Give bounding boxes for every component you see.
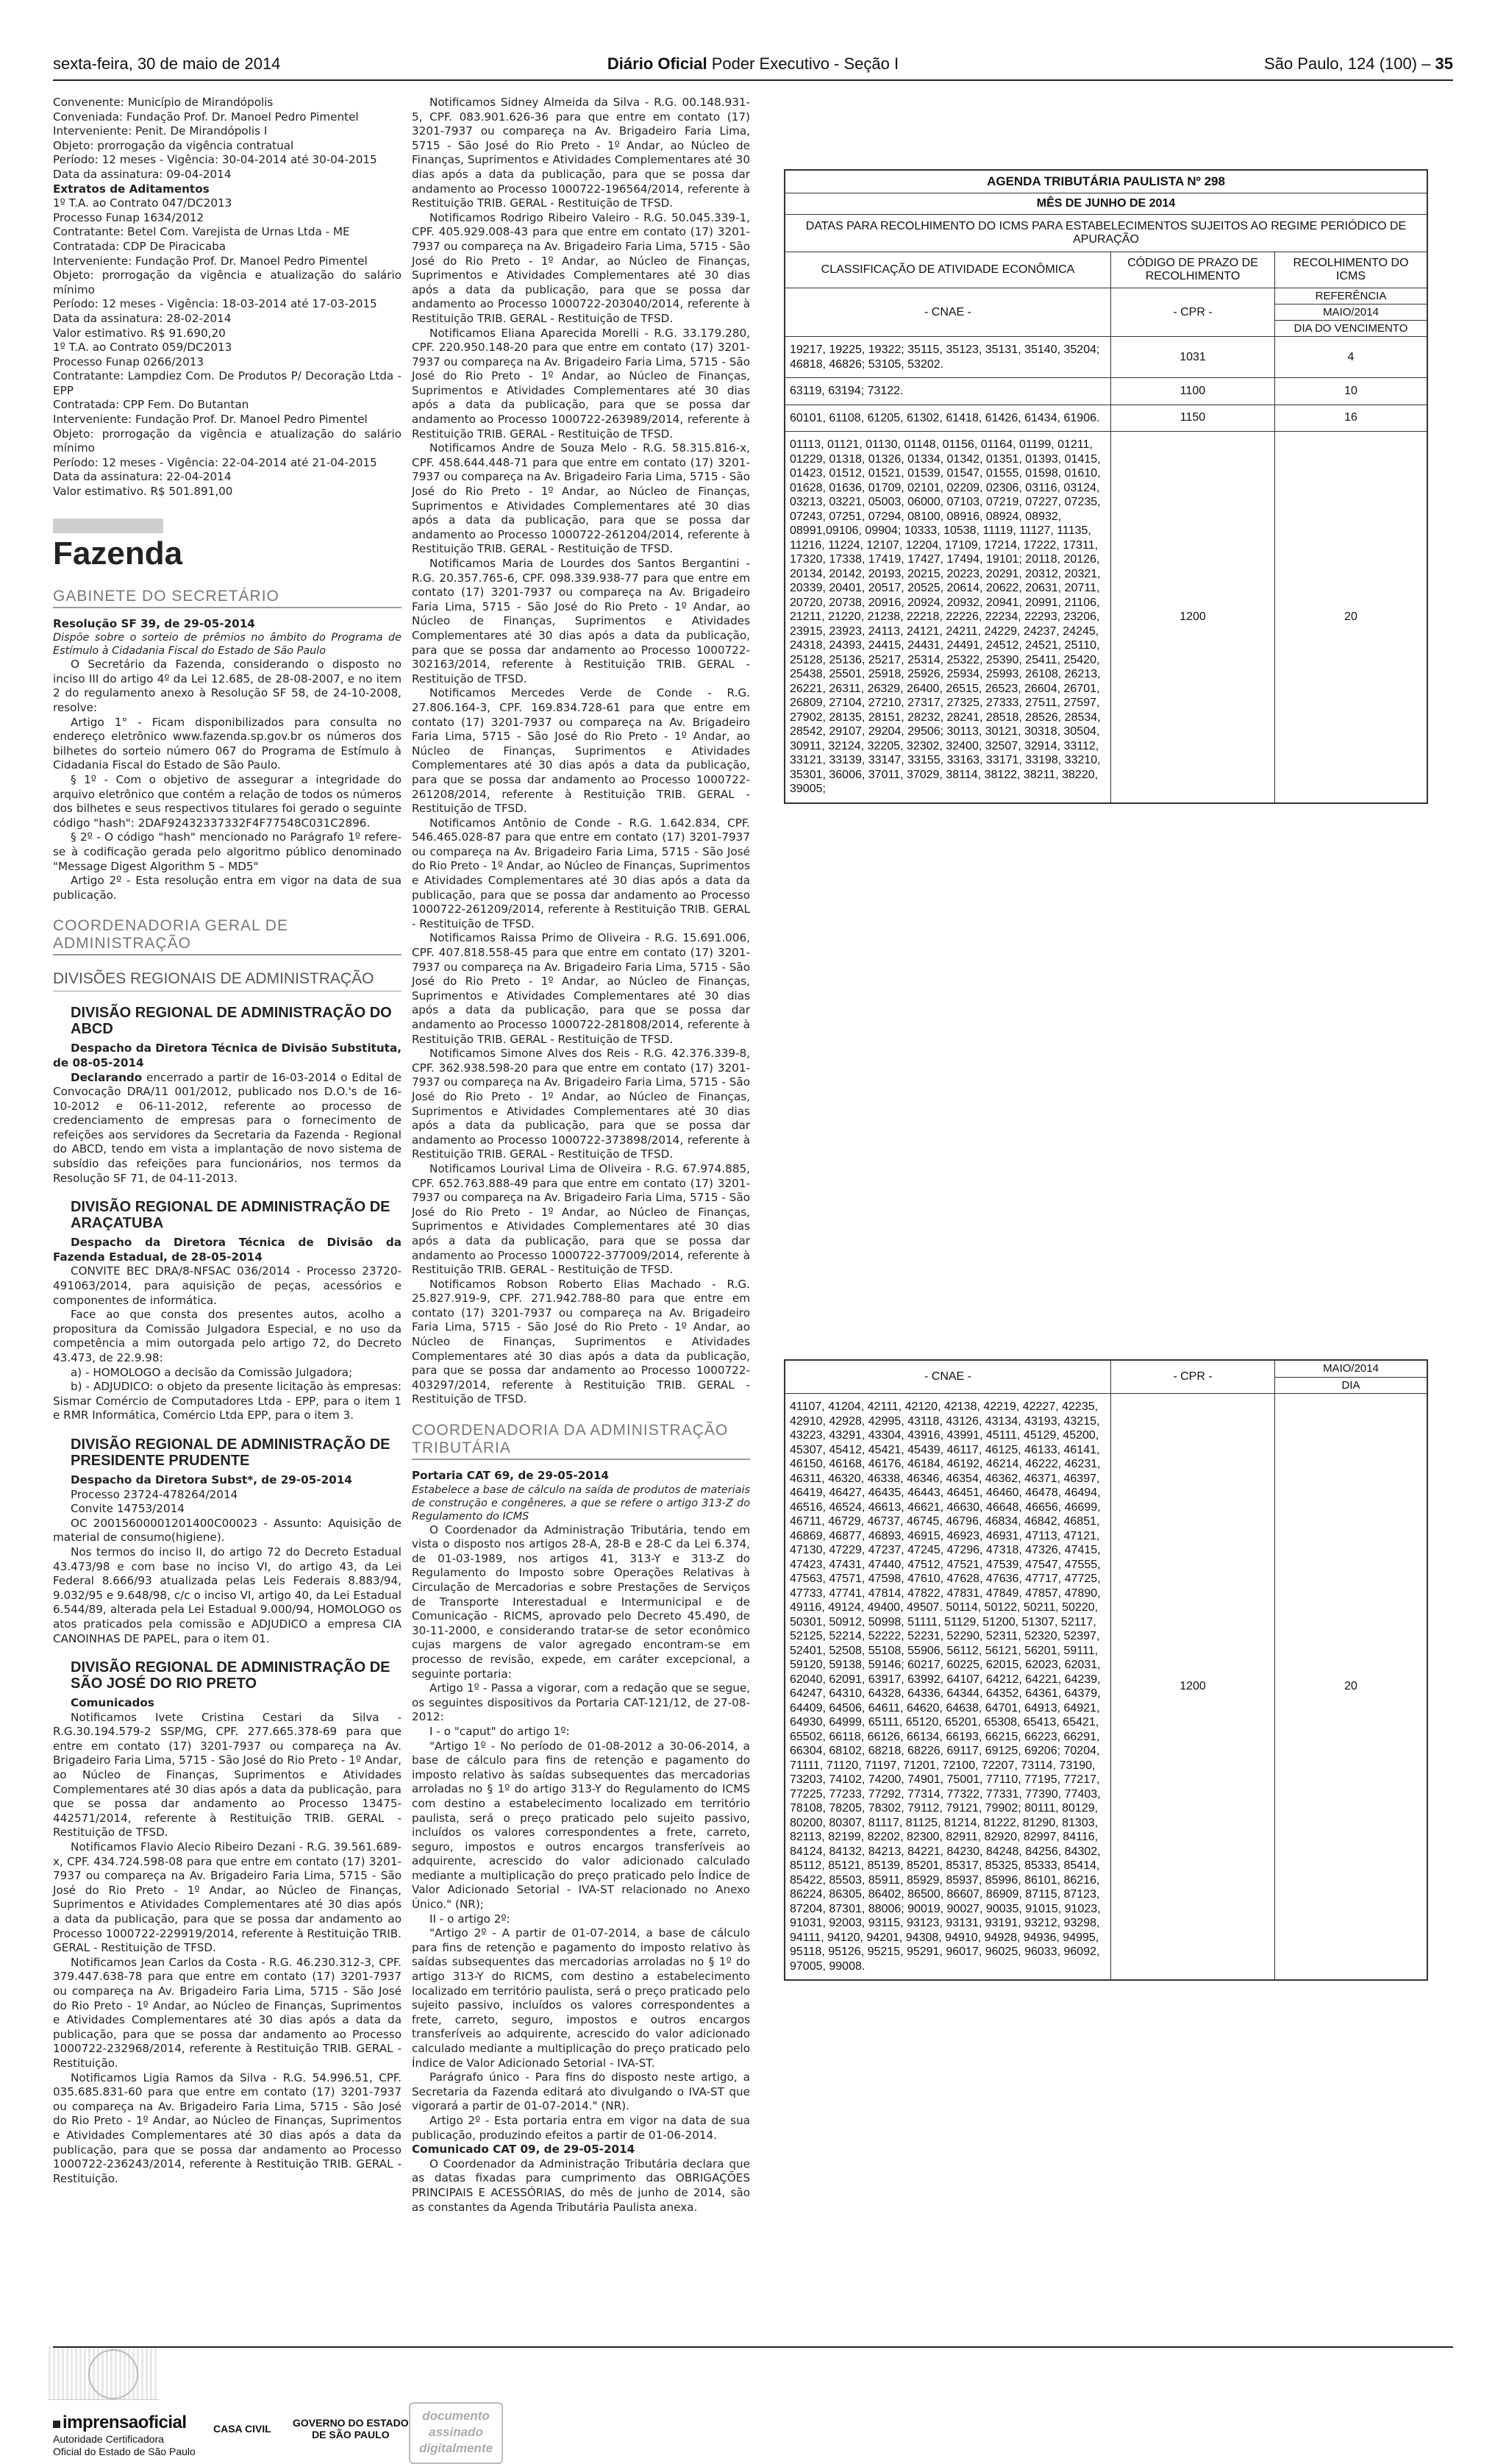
paragraph: Artigo 2º - Esta resolução entra em vigor na data de sua publicação. [53, 874, 402, 902]
issue-place: São Paulo, 124 (100) – [1264, 54, 1435, 73]
text-line: Interveniente: Fundação Prof. Dr. Manoel Pedro Pimentel [53, 413, 368, 427]
stamp-line-2: assinado [429, 2425, 483, 2439]
page-header [53, 50, 1453, 79]
paragraph: a) - HOMOLOGO a decisão da Comissão Julgadora; [71, 1365, 353, 1379]
gov-line-1: GOVERNO DO ESTADO [293, 2417, 409, 2429]
notice-paragraph: Notificamos Antônio de Conde - R.G. 1.642.834, CPF. 546.465.028-87 para que entre em contato (17) 3201-7937 ou compareça na Av. Brigadeiro Faria Lima, 5715 - São José do Rio Preto - 1º Andar, ao Núcleo de Finanças, Suprimentos e Atividades Complementares até 30 dias após a data da publicação, para que se possa dar andamento ao Processo 1000722-261209/2014, referente à Restituição TRIB. GERAL - Restituição de TFSD. [412, 816, 750, 930]
section-title-fazenda: Fazenda [53, 535, 183, 572]
header-dia-2: DIA [1275, 1377, 1427, 1394]
paragraph: Parágrafo único - Para fins do disposto neste artigo, a Secretaria da Fazenda editará ato divulgando o IVA-ST que vigorará a partir de 01-07-2014." (NR). [412, 2070, 750, 2113]
paragraph: Artigo 1º - Passa a vigorar, com a redação que se segue, os seguintes dispositivos da Portaria CAT-121/12, de 27-08-2012: [412, 1681, 750, 1724]
governo-logo [293, 2417, 409, 2440]
notice-paragraph: Notificamos Raissa Primo de Oliveira - R.G. 15.691.006, CPF. 407.818.558-45 para que entre em contato (17) 3201-7937 ou compareça na Av. Brigadeiro Faria Lima, 5715 - São José do Rio Preto - 1º Andar, ao Núcleo de Finanças, Suprimentos e Atividades Complementares até 30 dias após a data da publicação, para que se possa dar andamento ao Processo 1000722-281808/2014, referente à Restituição TRIB. GERAL - Restituição de TFSD. [412, 931, 750, 1046]
casa-civil-logo: CASA CIVIL [213, 2423, 271, 2435]
notice-paragraph: Notificamos Lourival Lima de Oliveira - R.G. 67.974.885, CPF. 652.763.888-49 para que entre em contato (17) 3201-7937 ou compareça na Av. Brigadeiro Faria Lima, 5715 - São José do Rio Preto - 1º Andar, ao Núcleo de Finanças, Suprimentos e Atividades Complementares até 30 dias após a data da publicação, para que se possa dar andamento ao Processo 1000722-377009/2014, referente à Restituição TRIB. GERAL - Restituição de TFSD. [412, 1161, 750, 1277]
gabinete-heading: GABINETE DO SECRETÁRIO [53, 588, 402, 608]
text-line: Valor estimativo. R$ 501.891,00 [53, 485, 233, 499]
cnae-codes: 60101, 61108, 61205, 61302, 61418, 61426, 61434, 61906. [785, 405, 1111, 432]
text-line: Conveniada: Fundação Prof. Dr. Manoel Pedro Pimentel [53, 110, 359, 124]
paragraph: "Artigo 1º - No período de 01-08-2012 a 30-06-2014, a base de cálculo para fins de retenção e pagamento do imposto relativo às saídas subsequentes das mercadorias arroladas no § 1º do artigo 313-Y do Regulamento do ICMS com destino a estabelecimento localizado em território paulista, será o preço praticado pelo sujeito passivo, incluídos os valores correspondentes a frete, carreto, seguro, impostos e outros encargos transferíveis ao adquirente, acrescido do valor adicionado calculado mediante a multiplicação do preço praticado pelo Índice de Valor Adicionado Setorial - IVA-ST relacionado no Anexo Único." (NR); [412, 1739, 750, 1912]
notice-paragraph: Notificamos Mercedes Verde de Conde - R.G. 27.806.164-3, CPF. 169.834.728-61 para que entre em contato (17) 3201-7937 ou compareça na Av. Brigadeiro Faria Lima, 5715 - São José do Rio Preto - 1º Andar, ao Núcleo de Finanças, Suprimentos e Atividades Complementares até 30 dias após a data da publicação, para que se possa dar andamento ao Processo 1000722-261208/2014, referente à Restituição TRIB. GERAL - Restituição de TFSD. [412, 686, 750, 816]
cnae-codes: 63119, 63194; 73122. [785, 378, 1111, 405]
header-cpr: - CPR - [1111, 288, 1275, 337]
issue-info [1264, 54, 1453, 74]
column-2 [412, 96, 750, 2215]
dia-value: 16 [1275, 405, 1427, 432]
intro-block [53, 96, 402, 182]
portaria-title: Portaria CAT 69, de 29-05-2014 [412, 1469, 609, 1483]
prudente-text: Nos termos do inciso II, do artigo 72 do Decreto Estadual 43.473/98 e com base no inciso VI, do artigo 43, da Lei Federal 8.666/93 atualizada pelas Leis Federais 8.883/94, 9.032/95 e 9.648/98, c/c o inciso VI, artigo 40, da Lei Estadual 6.544/89, alterada pela Lei Estadual 9.000/94, HOMOLOGO os atos praticados pela comissão e ADJUDICO a empresa CIA CANOINHAS DE PAPEL, para o item 01. [53, 1545, 402, 1645]
comunicado-text: O Coordenador da Administração Tributária declara que as datas fixadas para cumprimento das OBRIGAÇÕES PRINCIPAIS E ACESSÓRIAS, do mês de junho de 2014, são as constantes da Agenda Tributária Paulista anexa. [412, 2157, 750, 2214]
footer-rule [53, 2346, 1453, 2348]
comunicado-title: Comunicado CAT 09, de 29-05-2014 [412, 2143, 635, 2157]
seal-circle [88, 2349, 138, 2399]
paragraph: § 1º - Com o objetivo de assegurar a integridade do arquivo eletrônico que contém a relação de todos os números dos bilhetes e seus respectivos titulares foi gerado o seguinte código "hash": 2DAF92432337332F4F77548C031C2896. [53, 772, 402, 830]
header-cnae-2: - CNAE - [785, 1361, 1111, 1394]
cpr-value: 1031 [1111, 337, 1275, 378]
text-line: 1º T.A. ao Contrato 059/DC2013 [53, 341, 232, 355]
logo-mark-icon [53, 2421, 60, 2428]
text-line: Período: 12 meses - Vigência: 18-03-2014 até 17-03-2015 [53, 297, 377, 311]
notice-paragraph: Notificamos Ivete Cristina Cestari da Silva - R.G.30.194.579-2 SSP/MG, CPF. 277.665.378-69 para que entre em contato (17) 3201-7937 ou compareça na Av. Brigadeiro Faria Lima, 5715 - São José do Rio Preto - 1º Andar, ao Núcleo de Finanças, Suprimentos e Atividades Complementares até 30 dias após a data da publicação, para que se possa dar andamento ao Processo 13475-442571/2014, referente à Restituição TRIB. GERAL - Restituição de TFSD. [53, 1710, 402, 1840]
header-month-2: MAIO/2014 [1275, 1361, 1427, 1378]
header-referencia: REFERÊNCIA [1275, 288, 1427, 305]
text-line: Contratada: CPP Fem. Do Butantan [53, 398, 249, 412]
table-row [785, 337, 1427, 378]
section-bar [53, 519, 163, 533]
resolucao-body [53, 658, 402, 902]
header-rule [53, 79, 1453, 81]
text-line: Processo 23724-478264/2014 [71, 1487, 238, 1501]
text-line: Convenente: Município de Mirandópolis [53, 96, 274, 109]
coord-trib-heading: COORDENADORIA DA ADMINISTRAÇÃO TRIBUTÁRIA [412, 1422, 750, 1460]
cpr-value: 1150 [1111, 405, 1275, 432]
aditamentos-block [53, 196, 402, 499]
paper-name: Diário Oficial [607, 54, 707, 73]
paragraph: CONVITE BEC DRA/8-NFSAC 036/2014 - Processo 23720-491063/2014, para aquisição de peças, acessórios e componentes de informática. [53, 1264, 402, 1307]
cpr-value: 1100 [1111, 378, 1275, 405]
logo-sub-1: Autoridade Certificadora [53, 2433, 164, 2445]
paragraph: O Coordenador da Administração Tributária, tendo em vista o disposto nos artigos 28-A, 28-B e 28-C da Lei 6.374, de 01-03-1989, nos artigos 41, 313-Y e 313-Z do Regulamento do Imposto sobre Operações Relativas à Circulação de Mercadorias e sobre Prestações de Serviços de Transporte Interestadual e Intermunicipal e de Comunicação - RICMS, aprovado pelo Decreto 45.490, de 30-11-2000, e considerando tratar-se de setor econômico cujas margens de valor agregado encontram-se em processo de revisão, expede, em caráter excepcional, a seguinte portaria: [412, 1523, 750, 1681]
portaria-body [412, 1523, 750, 2143]
notice-paragraph: Notificamos Rodrigo Ribeiro Valeiro - R.G. 50.045.339-1, CPF. 405.929.008-43 para que entre em contato (17) 3201-7937 ou compareça na Av. Brigadeiro Faria Lima, 5715 - São José do Rio Preto - 1º Andar, ao Núcleo de Finanças, Suprimentos e Atividades Complementares até 30 dias após a data da publicação, para que se possa dar andamento ao Processo 1000722-203040/2014, referente à Restituição TRIB. GERAL - Restituição de TFSD. [412, 210, 750, 325]
notification-list [412, 96, 750, 1407]
agenda-title: AGENDA TRIBUTÁRIA PAULISTA Nº 298 [785, 171, 1427, 193]
sjrp-notices [53, 1711, 402, 2187]
text-line: Valor estimativo. R$ 91.690,20 [53, 326, 226, 340]
text-line: Data da assinatura: 09-04-2014 [53, 167, 232, 181]
header-recolhimento: RECOLHIMENTO DO ICMS [1275, 252, 1427, 288]
aditamentos-title: Extratos de Aditamentos [53, 182, 210, 196]
notice-paragraph: Notificamos Eliana Aparecida Morelli - R.G. 33.179.280, CPF. 220.950.148-20 para que entre em contato (17) 3201-7937 ou compareça na Av. Brigadeiro Faria Lima, 5715 - São José do Rio Preto - 1º Andar, ao Núcleo de Finanças, Suprimentos e Atividades Complementares até 30 dias após a data da publicação, para que se possa dar andamento ao Processo 1000722-263989/2014, referente à Restituição TRIB. GERAL - Restituição de TFSD. [412, 326, 750, 441]
prudente-lines [53, 1488, 402, 1545]
dia-value-2: 20 [1275, 1394, 1427, 1980]
cnae-codes-2: 41107, 41204, 42111, 42120, 42138, 42219, 42227, 42235, 42910, 42928, 42995, 43118, 43126, 43134, 43193, 43215, 43223, 43291, 43304, 43916, 43991, 45111, 45129, 45200, 45307, 45412, 45421, 45439, 46117, 46125, 46133, 46141, 46150, 46168, 46176, 46184, 46192, 46214, 46222, 46231, 46311, 46320, 46338, 46346, 46354, 46362, 46371, 46397, 46419, 46427, 46435, 46443, 46451, 46460, 46478, 46494, 46516, 46524, 46613, 46621, 46630, 46648, 46656, 46699, 46711, 46729, 46737, 46745, 46796, 46834, 46842, 46851, 46869, 46877, 46893, 46915, 46923, 46931, 47113, 47121, 47130, 47229, 47237, 47245, 47296, 47318, 47326, 47415, 47423, 47431, 47440, 47512, 47521, 47539, 47547, 47555, 47563, 47571, 47598, 47610, 47628, 47636, 47717, 47725, 47733, 47741, 47814, 47822, 47831, 47849, 47857, 47890, 49116, 49124, 49400, 49507. 50114, 50122, 50211, 50220, 50301, 50912, 50998, 51111, 51129, 51200, 51307, 52117, 52125, 52214, 52222, 52231, 52290, 52311, 52320, 52397, 52401, 52508, 55108, 55906, 56112, 56121, 56201, 59111, 59120, 59138, 59146; 60217, 60225, 62015, 62023, 62031, 62040, 62091, 63917, 63992, 64107, 64212, 64221, 64239, 64247, 64310, 64328, 64336, 64344, 64352, 64361, 64379, 64409, 64506, 64611, 64620, 64638, 64701, 64913, 64921, 64930, 64999, 65111, 65120, 65201, 65308, 65413, 65421, 65502, 66118, 66126, 66134, 66193, 66215, 66223, 66291, 66304, 68102, 68218, 68226, 69117, 69125, 69206; 70204, 71111, 71120, 71197, 71201, 72100, 72207, 73114, 73190, 73203, 74102, 74200, 74901, 75001, 77110, 77195, 77217, 77225, 77233, 77292, 77314, 77322, 77331, 77390, 77403, 78108, 78205, 78302, 79112, 79121, 79902; 80111, 80129, 80200, 80307, 81117, 81125, 81214, 81222, 81290, 81303, 82113, 82199, 82202, 82300, 82911, 82920, 82997, 84116, 84124, 84132, 84213, 84221, 84230, 84248, 84256, 84302, 85112, 85121, 85139, 85201, 85317, 85325, 85333, 85414, 85422, 85503, 85911, 85929, 85937, 85996, 86101, 86216, 86224, 86305, 86402, 86500, 86607, 86909, 87115, 87123, 87204, 87301, 88006; 90019, 90027, 90035, 91015, 91023, 91031, 92003, 93115, 93123, 93131, 93191, 93212, 93298, 94111, 94120, 94201, 94308, 94910, 94928, 94936, 94995, 95118, 95126, 95215, 95291, 96017, 96025, 96033, 96092, 97005, 99008. [785, 1394, 1111, 1980]
paragraph: "Artigo 2º - A partir de 01-07-2014, a base de cálculo para fins de retenção e pagamento do imposto relativo às saídas subsequentes das mercadorias arroladas no § 1º do artigo 313-Y do RICMS, com destino a estabelecimento localizado em território paulista, será o preço praticado pelo sujeito passivo, incluídos os valores correspondentes a frete, carreto, seguro, impostos e outros encargos transferíveis ao adquirente, acrescido do valor adicionado calculado mediante a multiplicação do preço praticado pelo Índice de Valor Adicionado Setorial - IVA-ST. [412, 1926, 750, 2070]
agenda-subtitle: DATAS PARA RECOLHIMENTO DO ICMS PARA ESTABELECIMENTOS SUJEITOS AO REGIME PERIÓDICO DE APURAÇÃO [785, 215, 1427, 252]
header-cpr-2: - CPR - [1111, 1361, 1275, 1394]
agenda-month: MÊS DE JUNHO DE 2014 [785, 193, 1427, 215]
issue-date: sexta-feira, 30 de maio de 2014 [53, 54, 281, 73]
text-line: Interveniente: Penit. De Mirandópolis I [53, 124, 268, 138]
text-line: Convite 14753/2014 [71, 1502, 185, 1516]
paragraph: Face ao que consta dos presentes autos, acolho a propositura da Comissão Julgadora Especial, e no uso da competência a mim outorgada pelo artigo 72, do Decreto 43.473, de 22.9.98: [53, 1308, 402, 1364]
paper-section: Poder Executivo - Seção I [707, 54, 899, 73]
stamp-line-3: digitalmente [418, 2441, 493, 2455]
text-line: 1º T.A. ao Contrato 047/DC2013 [53, 196, 232, 210]
header-cnae: - CNAE - [785, 288, 1111, 337]
aracatuba-body [53, 1264, 402, 1423]
paragraph: Artigo 2º - Esta portaria entra em vigor na data de sua publicação, produzindo efeitos a partir de 01-06-2014. [412, 2113, 750, 2142]
cpr-value-2: 1200 [1111, 1394, 1275, 1980]
text-line: Contratante: Betel Com. Varejista de Urnas Ltda - ME [53, 225, 350, 239]
agenda-table-continued [784, 1359, 1428, 1981]
imprensa-oficial-logo [53, 2413, 200, 2458]
table-row [785, 405, 1427, 432]
paragraph: b) - ADJUDICO: o objeto da presente licitação às empresas: Sismar Comércio de Computadores Ltda - EPP, para o item 1 e RMR Informática, Comércio Ltda EPP, para o item 3. [53, 1380, 402, 1423]
agenda-table [784, 169, 1428, 804]
text-line: Período: 12 meses - Vigência: 22-04-2014 até 21-04-2015 [53, 455, 377, 469]
paragraph: II - o artigo 2º: [429, 1912, 510, 1926]
cnae-codes: 01113, 01121, 01130, 01148, 01156, 01164, 01199, 01211, 01229, 01318, 01326, 01334, 01342, 01351, 01393, 01415, 01423, 01512, 01521, 01539, 01547, 01555, 01598, 01610, 01628, 01636, 01709, 02101, 02209, 02306, 03116, 03124, 03213, 03221, 05003, 06000, 07103, 07219, 07227, 07235, 07243, 07251, 07294, 08100, 08916, 08924, 08932, 08991,09106, 09904; 10333, 10538, 11119, 11127, 11135, 11216, 11224, 12107, 12204, 17109, 17214, 17222, 17311, 17320, 17338, 17419, 17427, 17494, 19101; 20118, 20126, 20134, 20142, 20193, 20215, 20223, 20291, 20312, 20321, 20339, 20401, 20517, 20525, 20614, 20622, 20631, 20711, 20720, 20738, 20916, 20924, 20932, 20941, 20991, 21106, 21211, 21220, 21238, 22218, 22226, 22234, 22293, 23206, 23915, 23923, 24113, 24121, 24211, 24229, 24237, 24245, 24318, 24393, 24415, 24431, 24491, 24512, 24521, 25110, 25128, 25136, 25217, 25314, 25322, 25390, 25411, 25420, 25438, 25501, 25918, 25926, 25934, 25993, 26108, 26213, 26221, 26311, 26329, 26400, 26515, 26523, 26604, 26701, 26809, 27104, 27210, 27317, 27325, 27333, 27511, 27597, 27902, 28135, 28151, 28232, 28241, 28518, 28526, 28534, 28542, 29107, 29204, 29506; 30113, 30121, 30318, 30504, 30911, 32124, 32205, 32302, 32400, 32507, 32914, 33112, 33121, 33139, 33147, 33155, 33163, 33171, 33198, 33210, 35301, 36006, 37011, 37029, 38114, 38122, 38211, 38220, 39005; [785, 432, 1111, 803]
paragraph: O Secretário da Fazenda, considerando o disposto no inciso III do artigo 4º da Lei 12.685, de 28-08-2007, e no item 2 do regulamento anexo à Resolução SF 58, de 24-10-2008, resolve: [53, 658, 402, 714]
header-codigo-prazo: CÓDIGO DE PRAZO DE RECOLHIMENTO [1111, 252, 1275, 288]
header-dia-vencimento: DIA DO VENCIMENTO [1275, 321, 1427, 337]
abcd-lead: Declarando [71, 1070, 143, 1084]
table-row [785, 378, 1427, 405]
text-line: Processo Funap 1634/2012 [53, 210, 204, 224]
aracatuba-heading: DIVISÃO REGIONAL DE ADMINISTRAÇÃO DE ARAÇATUBA [71, 1199, 390, 1232]
notice-paragraph: Notificamos Maria de Lourdes dos Santos Bergantini - R.G. 20.357.765-6, CPF. 098.339.938-77 para que entre em contato (17) 3201-7937 ou compareça na Av. Brigadeiro Faria Lima, 5715 - São José do Rio Preto - 1º Andar, ao Núcleo de Finanças, Suprimentos e Atividades Complementares até 30 dias após a data da publicação, para que se possa dar andamento ao Processo 1000722-302163/2014, referente à Restituição TRIB. GERAL - Restituição de TFSD. [412, 557, 750, 686]
abcd-heading: DIVISÃO REGIONAL DE ADMINISTRAÇÃO DO ABCD [71, 1005, 392, 1038]
sjrp-heading: DIVISÃO REGIONAL DE ADMINISTRAÇÃO DE SÃO JOSÉ DO RIO PRETO [71, 1659, 390, 1692]
dia-value: 10 [1275, 378, 1427, 405]
paragraph: Artigo 1° - Ficam disponibilizados para consulta no endereço eletrônico www.fazenda.sp.gov.br os números dos bilhetes do sorteio número 067 do Programa de Estímulo à Cidadania Fiscal do Estado de São Paulo. [53, 715, 402, 772]
text-line: Processo Funap 0266/2013 [53, 355, 204, 368]
notice-paragraph: Notificamos Ligia Ramos da Silva - R.G. 54.996.51, CPF. 035.685.831-60 para que entre em contato (17) 3201-7937 ou compareça na Av. Brigadeiro Faria Lima, 5715 - São José do Rio Preto - 1º Andar, ao Núcleo de Finanças, Suprimentos e Atividades Complementares até 30 dias após a data da publicação, para que se possa dar andamento ao Processo 1000722-236243/2014, referente à Restituição TRIB. GERAL - Restituição. [53, 2070, 402, 2185]
logo-sub-2: Oficial do Estado de São Paulo [53, 2446, 196, 2457]
divisoes-heading: DIVISÕES REGIONAIS DE ADMINISTRAÇÃO [53, 970, 402, 991]
portaria-ementa: Estabelece a base de cálculo na saída de produtos de materiais de construção e congêneres, a que se refere o artigo 313-Z do Regulamento do ICMS [412, 1484, 750, 1523]
notice-paragraph: Notificamos Simone Alves dos Reis - R.G. 42.376.339-8, CPF. 362.938.598-20 para que entre em contato (17) 3201-7937 ou compareça na Av. Brigadeiro Faria Lima, 5715 - São José do Rio Preto - 1º Andar, ao Núcleo de Finanças, Suprimentos e Atividades Complementares até 30 dias após a data da publicação, para que se possa dar andamento ao Processo 1000722-373898/2014, referente à Restituição TRIB. GERAL - Restituição de TFSD. [412, 1047, 750, 1161]
cpr-value: 1200 [1111, 432, 1275, 803]
notice-paragraph: Notificamos Flavio Alecio Ribeiro Dezani - R.G. 39.561.689-x, CPF. 434.724.598-08 para que entre em contato (17) 3201-7937 ou compareça na Av. Brigadeiro Faria Lima, 5715 - São José do Rio Preto - 1º Andar, ao Núcleo de Finanças, Suprimentos e Atividades Complementares até 30 dias após a data da publicação, para que se possa dar andamento ao Processo 1000722-229919/2014, referente à Restituição TRIB. GERAL - Restituição de TFSD. [53, 1840, 402, 1955]
paper-title [53, 54, 1453, 74]
resolucao-ementa: Dispõe sobre o sorteio de prêmios no âmbito do Programa de Estímulo à Cidadania Fiscal do Estado de São Paulo [53, 632, 402, 658]
gov-line-2: DE SÃO PAULO [312, 2429, 390, 2440]
abcd-subheading: Despacho da Diretora Técnica de Divisão Substituta, de 08-05-2014 [53, 1041, 402, 1069]
header-classificacao: CLASSIFICAÇÃO DE ATIVIDADE ECONÔMICA [785, 252, 1111, 288]
paragraph: § 2º - O código "hash" mencionado no Parágrafo 1º refere-se à codificação gerada pelo algoritmo público denominado "Message Digest Algorithm 5 – MD5" [53, 830, 402, 873]
column-1 [53, 96, 402, 2186]
digital-signature-stamp [409, 2402, 503, 2464]
coord-geral-heading: COORDENADORIA GERAL DE ADMINISTRAÇÃO [53, 917, 402, 955]
text-line: Objeto: prorrogação da vigência contratual [53, 138, 294, 152]
text-line: Data da assinatura: 28-02-2014 [53, 311, 232, 325]
dia-value: 20 [1275, 432, 1427, 803]
notice-paragraph: Notificamos Jean Carlos da Costa - R.G. 46.230.312-3, CPF. 379.447.638-78 para que entre em contato (17) 3201-7937 ou compareça na Av. Brigadeiro Faria Lima, 5715 - São José do Rio Preto - 1º Andar, ao Núcleo de Finanças, Suprimentos e Atividades Complementares até 30 dias após a data da publicação, para que se possa dar andamento ao Processo 1000722-232968/2014, referente à Restituição TRIB. GERAL - Restituição. [53, 1955, 402, 2070]
aracatuba-subheading: Despacho da Diretora Técnica de Divisão da Fazenda Estadual, de 28-05-2014 [53, 1236, 402, 1264]
stamp-line-1: documento [422, 2409, 490, 2423]
text-line: Contratada: CDP De Piracicaba [53, 239, 226, 253]
resolucao-title: Resolução SF 39, de 29-05-2014 [53, 616, 255, 630]
abcd-body: encerrado a partir de 16-03-2014 o Edital de Convocação DRA/11 001/2012, publicado nos D.O.'s de 16-10-2012 e 06-11-2012, referente ao processo de credenciamento de empresas para o fornecimento de refeições aos servidores da Secretaria da Fazenda - Regional do ABCD, tendo em vista a implantação de novo sistema de subsídio das refeições para funcionários, nos termos da Resolução SF 71, de 04-11-2013. [53, 1070, 402, 1185]
page-footer [0, 2346, 1506, 2463]
text-line: Interveniente: Fundação Prof. Dr. Manoel Pedro Pimentel [53, 254, 368, 268]
comunicados-heading: Comunicados [71, 1696, 154, 1710]
header-ref-month: MAIO/2014 [1275, 305, 1427, 321]
text-line: Período: 12 meses - Vigência: 30-04-2014 até 30-04-2015 [53, 153, 377, 167]
prudente-subheading: Despacho da Diretora Subst*, de 29-05-2014 [71, 1473, 352, 1486]
text-line: Objeto: prorrogação da vigência e atualização do salário mínimo [53, 427, 402, 455]
text-line: OC 20015600001201400C00023 - Assunto: Aquisição de material de consumo(higiene). [53, 1516, 402, 1545]
prudente-heading: DIVISÃO REGIONAL DE ADMINISTRAÇÃO DE PRESIDENTE PRUDENTE [71, 1436, 390, 1469]
abcd-text [53, 1071, 402, 1186]
cnae-codes: 19217, 19225, 19322; 35115, 35123, 35131, 35140, 35204; 46818, 46826; 53105, 53202. [785, 337, 1111, 378]
table-row [785, 432, 1427, 803]
notice-paragraph: Notificamos Sidney Almeida da Silva - R.G. 00.148.931-5, CPF. 083.901.626-36 para que entre em contato (17) 3201-7937 ou compareça na Av. Brigadeiro Faria Lima, 5715 - São José do Rio Preto - 1º Andar, ao Núcleo de Finanças, Suprimentos e Atividades Complementares até 30 dias após a data da publicação, para que se possa dar andamento ao Processo 1000722-196564/2014, referente à Restituição TRIB. GERAL - Restituição de TFSD. [412, 96, 750, 210]
notice-paragraph: Notificamos Andre de Souza Melo - R.G. 58.315.816-x, CPF. 458.644.448-71 para que entre em contato (17) 3201-7937 ou compareça na Av. Brigadeiro Faria Lima, 5715 - São José do Rio Preto - 1º Andar, ao Núcleo de Finanças, Suprimentos e Atividades Complementares até 30 dias após a data da publicação, para que se possa dar andamento ao Processo 1000722-261204/2014, referente à Restituição TRIB. GERAL - Restituição de TFSD. [412, 441, 750, 556]
text-line: Objeto: prorrogação da vigência e atualização do salário mínimo [53, 268, 402, 296]
dia-value: 4 [1275, 337, 1427, 378]
notice-paragraph: Notificamos Robson Roberto Elias Machado - R.G. 25.827.919-9, CPF. 271.942.788-80 para que entre em contato (17) 3201-7937 ou compareça na Av. Brigadeiro Faria Lima, 5715 - São José do Rio Preto - 1º Andar, ao Núcleo de Finanças, Suprimentos e Atividades Complementares até 30 dias após a data da publicação, para que se possa dar andamento ao Processo 1000722-403297/2014, referente à Restituição TRIB. GERAL - Restituição de TFSD. [412, 1277, 750, 1406]
paragraph: I - o "caput" do artigo 1º: [429, 1724, 570, 1738]
text-line: Contratante: Lampdiez Com. De Produtos P/ Decoração Ltda - EPP [53, 369, 402, 397]
logo-name: imprensaoficial [63, 2413, 187, 2432]
page-number: 35 [1435, 54, 1453, 73]
text-line: Data da assinatura: 22-04-2014 [53, 470, 232, 484]
